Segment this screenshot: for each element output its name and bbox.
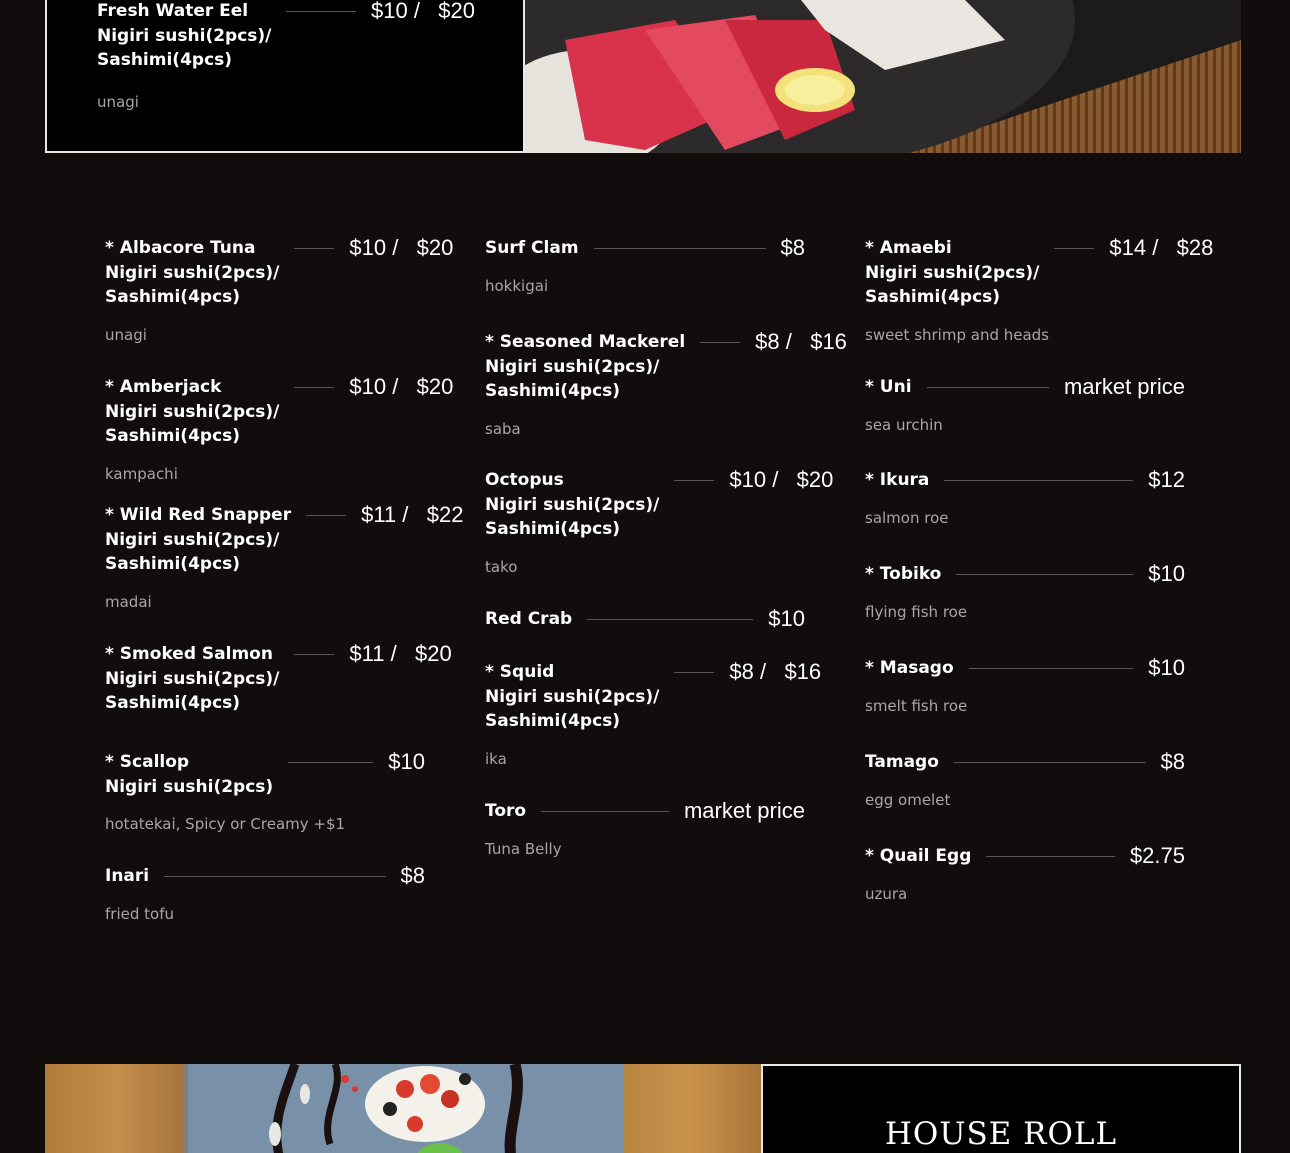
menu-item-tamago	[865, 750, 1185, 809]
item-name: * Ikura	[865, 470, 930, 490]
item-description: Tuna Belly	[485, 839, 562, 858]
item-price: $2.75	[1129, 843, 1185, 868]
item-description: kampachi	[105, 464, 178, 483]
nigiri-section-header	[45, 0, 1241, 153]
menu-item-amaebi	[865, 235, 1214, 344]
dotted-leader	[927, 387, 1049, 388]
menu-item-smoked-salmon	[105, 641, 452, 716]
item-description: flying fish roe	[865, 602, 968, 621]
item-description: tako	[485, 557, 518, 576]
dotted-leader	[986, 856, 1115, 857]
dotted-leader	[306, 515, 346, 516]
menu-item-wild-red-snapper	[105, 502, 464, 611]
item-description: fried tofu	[105, 904, 174, 923]
dotted-leader	[1054, 248, 1094, 249]
dotted-leader	[541, 811, 669, 812]
item-description: madai	[105, 592, 152, 611]
item-name: * Amberjack Nigiri sushi(2pcs)/ Sashimi(4pcs)	[105, 377, 280, 446]
item-price: $10	[1148, 655, 1185, 680]
dotted-leader	[594, 248, 766, 249]
dotted-leader	[164, 876, 385, 877]
dotted-leader	[954, 762, 1146, 763]
section-title: HOUSE ROLL	[884, 1116, 1118, 1152]
dotted-leader	[674, 480, 714, 481]
item-description: hokkigai	[485, 276, 549, 295]
menu-item-inari	[105, 864, 425, 923]
item-price: market price	[683, 798, 805, 823]
menu-item-quail-egg	[865, 844, 1185, 903]
item-description: saba	[485, 419, 521, 438]
item-description: uzura	[865, 884, 908, 903]
item-description: salmon roe	[865, 508, 949, 527]
menu-item-toro	[485, 799, 805, 858]
menu-item-ikura	[865, 468, 1185, 527]
item-name: * Tobiko	[865, 564, 942, 584]
dotted-leader	[294, 248, 334, 249]
item-name: * Quail Egg	[865, 846, 972, 866]
house-roll-section	[45, 1064, 1241, 1153]
menu-item-squid	[485, 659, 822, 768]
menu-item-masago	[865, 656, 1185, 715]
item-description: unagi	[105, 325, 147, 344]
dotted-leader	[700, 342, 740, 343]
item-name: * Wild Red Snapper Nigiri sushi(2pcs)/ Sashimi(4pcs)	[105, 505, 292, 574]
menu-item-tobiko	[865, 562, 1185, 621]
item-price: $10	[768, 606, 805, 631]
item-name: * Albacore Tuna Nigiri sushi(2pcs)/ Sashimi(4pcs)	[105, 238, 280, 307]
item-price: $8 / $16	[729, 659, 822, 684]
item-name: * Squid Nigiri sushi(2pcs)/ Sashimi(4pcs)	[485, 662, 660, 731]
item-price: $8	[780, 235, 805, 260]
item-name: * Seasoned Mackerel Nigiri sushi(2pcs)/ Sashimi(4pcs)	[485, 332, 686, 401]
item-name: Fresh Water Eel Nigiri sushi(2pcs)/ Sashimi(4pcs)	[97, 1, 272, 70]
dotted-leader	[944, 480, 1133, 481]
dotted-leader	[294, 387, 334, 388]
item-price: $8	[1160, 749, 1185, 774]
house-roll-title-card	[761, 1064, 1241, 1153]
item-name: * Scallop Nigiri sushi(2pcs)	[105, 752, 274, 797]
menu-item-uni	[865, 375, 1185, 434]
item-price: $10 / $20	[349, 374, 454, 399]
item-price: $10 / $20	[349, 235, 454, 260]
dotted-leader	[587, 619, 753, 620]
item-description: smelt fish roe	[865, 696, 968, 715]
item-price: $14 / $28	[1109, 235, 1214, 260]
sushi-roll-illustration	[45, 1064, 761, 1153]
dotted-leader	[956, 574, 1133, 575]
item-name: * Amaebi Nigiri sushi(2pcs)/ Sashimi(4pcs)	[865, 238, 1040, 307]
item-name: Red Crab	[485, 609, 573, 629]
menu-item-albacore-tuna	[105, 235, 454, 344]
item-price: $10 / $20	[371, 0, 475, 23]
menu-item	[97, 0, 475, 111]
item-price: market price	[1063, 374, 1185, 399]
item-description: sweet shrimp and heads	[865, 325, 1049, 344]
item-name: Surf Clam	[485, 238, 579, 258]
item-name: * Masago	[865, 658, 954, 678]
item-price: $10	[388, 749, 425, 774]
dotted-leader	[286, 11, 356, 12]
item-description: egg omelet	[865, 790, 951, 809]
item-price: $10 / $20	[729, 467, 834, 492]
menu-item-surf-clam	[485, 236, 805, 295]
item-name: Inari	[105, 866, 150, 886]
item-price: $11 / $22	[361, 502, 464, 527]
dotted-leader	[969, 668, 1134, 669]
house-roll-photo	[45, 1064, 761, 1153]
item-price: $8 / $16	[755, 329, 847, 354]
menu-item-amberjack	[105, 374, 454, 483]
dotted-leader	[674, 672, 714, 673]
dotted-leader	[294, 654, 334, 655]
item-description: unagi	[97, 92, 139, 111]
dotted-leader	[288, 762, 373, 763]
item-name: Toro	[485, 801, 527, 821]
item-description: ika	[485, 749, 507, 768]
item-name: Tamago	[865, 752, 939, 772]
item-price: $12	[1148, 467, 1185, 492]
item-name: Octopus Nigiri sushi(2pcs)/ Sashimi(4pcs)	[485, 470, 660, 539]
item-description: sea urchin	[865, 415, 943, 434]
menu-item-octopus	[485, 467, 834, 576]
sashimi-illustration	[525, 0, 1241, 153]
menu-item-seasoned-mackerel	[485, 329, 847, 438]
sashimi-photo	[525, 0, 1241, 153]
item-name: * Smoked Salmon Nigiri sushi(2pcs)/ Sashimi(4pcs)	[105, 644, 280, 713]
menu-item-red-crab	[485, 607, 805, 632]
item-price: $10	[1148, 561, 1185, 586]
menu-item-scallop	[105, 750, 425, 833]
item-price: $11 / $20	[349, 641, 452, 666]
item-name: * Uni	[865, 377, 912, 397]
top-item-card	[45, 0, 525, 153]
item-description: hotatekai, Spicy or Creamy +$1	[105, 815, 346, 833]
item-price: $8	[400, 863, 425, 888]
